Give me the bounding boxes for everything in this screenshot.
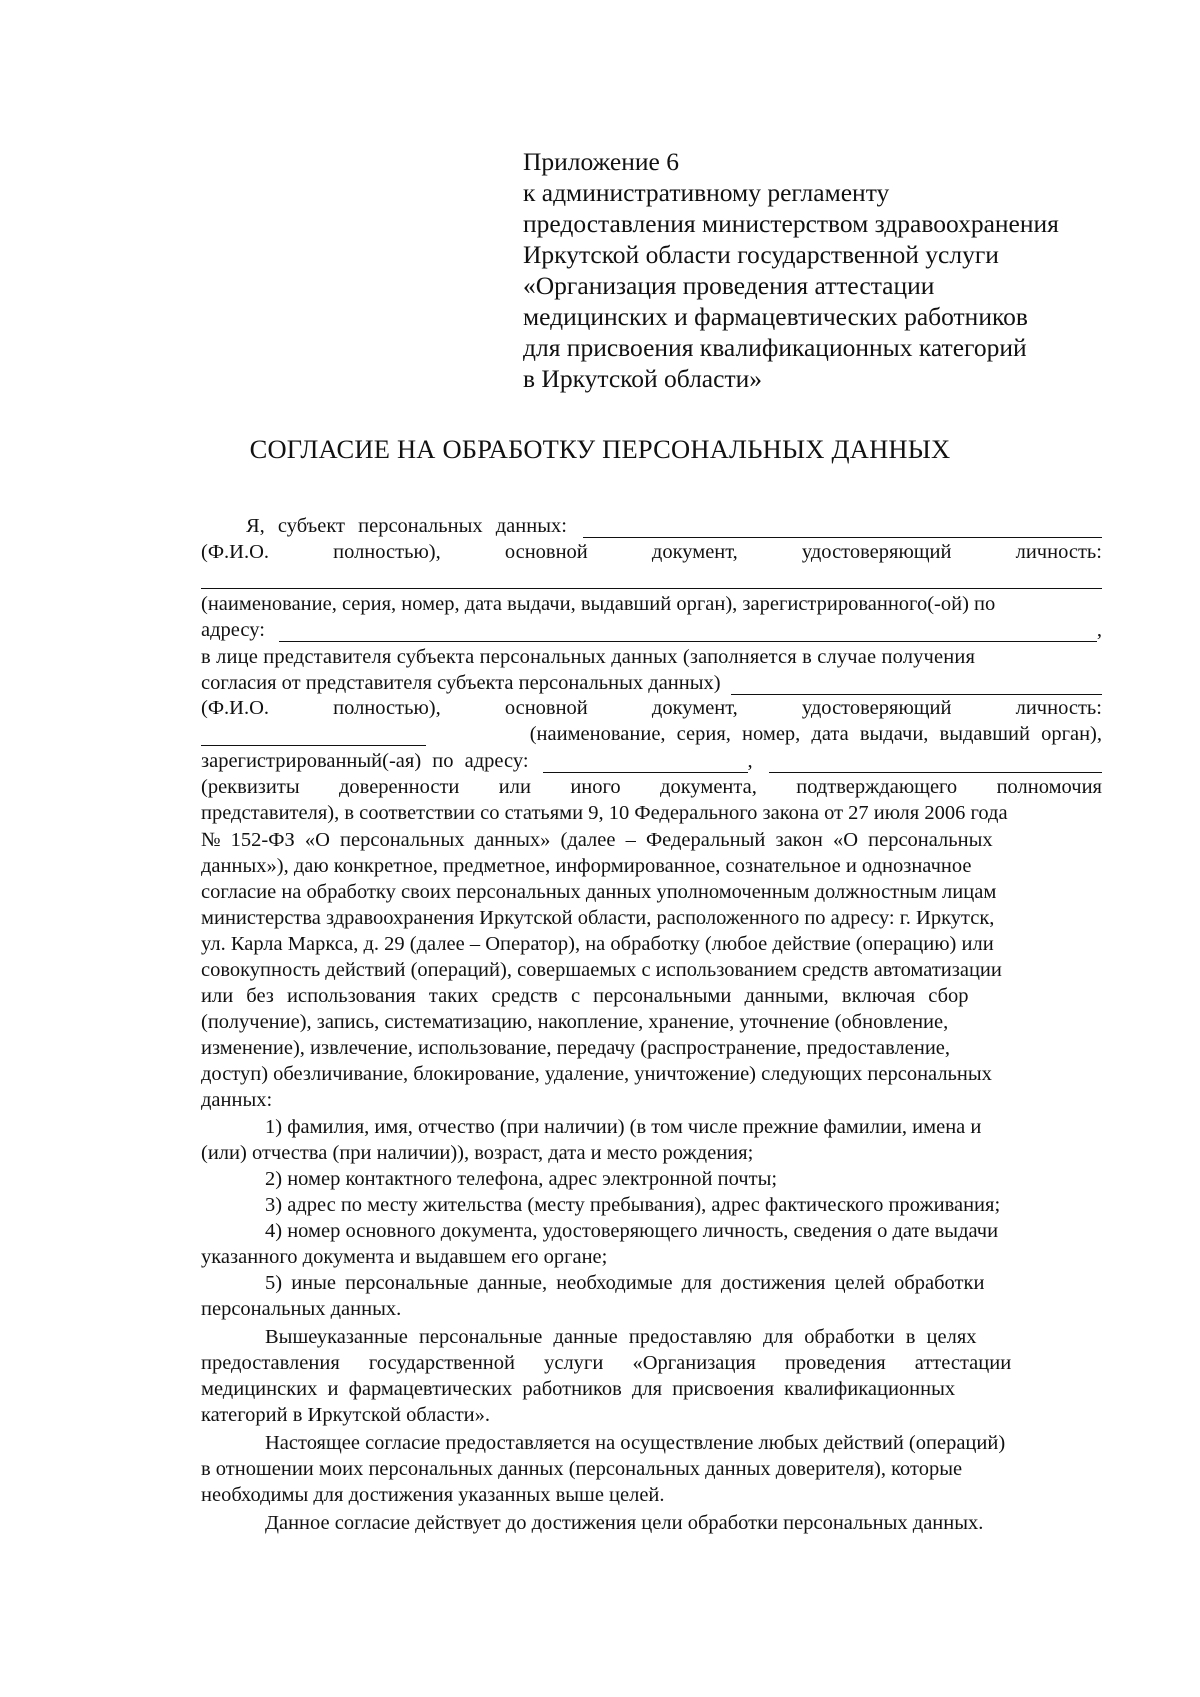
subject-document-field[interactable]	[201, 588, 1102, 589]
list-item: 4) номер основного документа, удостоверяющего личность, сведения о дате выдачи	[265, 1220, 999, 1242]
list-item: персональных данных.	[201, 1298, 402, 1320]
proxy-word: или	[498, 776, 531, 798]
rep-doc-details: (наименование, серия, номер, дата выдачи, выдавший орган),	[529, 723, 1102, 745]
fio-word: личность:	[1015, 697, 1102, 719]
body-line: согласие на обработку своих персональных данных уполномоченным должностным лицам	[201, 881, 997, 903]
appendix-header	[523, 146, 1123, 394]
address-line	[201, 619, 1102, 642]
appendix-line: предоставления министерством здравоохранения	[523, 209, 1059, 238]
appendix-line: в Иркутской области»	[523, 364, 762, 393]
fio-word: основной	[504, 697, 588, 719]
rep-address-label: зарегистрированный(-ая) по адресу:	[201, 750, 529, 772]
rep-fio-doc-line	[201, 697, 1102, 720]
body-line: доступ) обезличивание, блокирование, удаление, уничтожение) следующих персональных	[201, 1063, 992, 1085]
fio-word: личность:	[1015, 541, 1102, 563]
fio-word: (Ф.И.О.	[201, 697, 270, 719]
fio-doc-line	[201, 541, 1102, 564]
list-item: 5) иные персональные данные, необходимые для достижения целей обработки	[265, 1272, 985, 1294]
body-line: представителя), в соответствии со статьями 9, 10 Федерального закона от 27 июля 2006 года	[201, 802, 1008, 824]
scope-line: в отношении моих персональных данных (персональных данных доверителя), которые	[201, 1458, 963, 1480]
fio-word: удостоверяющий	[801, 541, 952, 563]
body-line: данных:	[201, 1089, 273, 1111]
subject-address-field[interactable]	[279, 623, 1097, 642]
appendix-line: медицинских и фармацевтических работников	[523, 302, 1028, 331]
purpose-line: категорий в Иркутской области».	[201, 1404, 490, 1426]
body-line: совокупность действий (операций), совершаемых с использованием средств автоматизации	[201, 959, 1002, 981]
fio-word: документ,	[651, 697, 738, 719]
doc-details-line: (наименование, серия, номер, дата выдачи, выдавший орган), зарегистрированного(-ой) по	[201, 593, 996, 615]
purpose-line: предоставления государственной услуги «Организация проведения аттестации	[201, 1352, 1012, 1374]
purpose-line: Вышеуказанные персональные данные предоставляю для обработки в целях	[265, 1326, 977, 1348]
subject-line	[201, 515, 1102, 538]
rep-doc-details-line	[201, 723, 1102, 746]
proxy-word: (реквизиты	[201, 776, 300, 798]
representative-consent-line	[201, 672, 1102, 695]
fio-word: удостоверяющий	[801, 697, 952, 719]
representative-name-field[interactable]	[731, 676, 1102, 695]
appendix-line: к административному регламенту	[523, 178, 890, 207]
proxy-details-line	[201, 776, 1102, 799]
fio-word: полностью),	[333, 541, 441, 563]
proxy-word: полномочия	[996, 776, 1102, 798]
address-comma: ,	[1096, 619, 1102, 641]
body-line: ул. Карла Маркса, д. 29 (далее – Оператор), на обработку (любое действие (операцию) или	[201, 933, 994, 955]
list-item: 3) адрес по месту жительства (месту пребывания), адрес фактического проживания;	[265, 1194, 1001, 1216]
body-line: изменение), извлечение, использование, передачу (распространение, предоставление,	[201, 1037, 951, 1059]
proxy-word: иного	[570, 776, 621, 798]
body-line: министерства здравоохранения Иркутской области, расположенного по адресу: г. Иркутск,	[201, 907, 995, 929]
rep-address-comma: ,	[747, 750, 753, 772]
appendix-line: «Организация проведения аттестации	[523, 271, 935, 300]
fio-word: полностью),	[333, 697, 441, 719]
body-line: № 152-ФЗ «О персональных данных» (далее – Федеральный закон «О персональных	[201, 829, 993, 851]
body-line: (получение), запись, систематизацию, накопление, хранение, уточнение (обновление,	[201, 1011, 949, 1033]
representative-label: согласия от представителя субъекта персональных данных)	[201, 672, 721, 694]
representative-address-field-2[interactable]	[769, 754, 1102, 773]
validity-line: Данное согласие действует до достижения цели обработки персональных данных.	[265, 1512, 984, 1534]
proxy-word: документа,	[660, 776, 757, 798]
appendix-line: Приложение 6	[523, 147, 679, 176]
rep-address-line	[201, 750, 1102, 773]
fio-word: документ,	[651, 541, 738, 563]
list-item: (или) отчества (при наличии)), возраст, дата и место рождения;	[201, 1142, 754, 1164]
body-line: или без использования таких средств с персональными данными, включая сбор	[201, 985, 969, 1007]
proxy-word: доверенности	[338, 776, 460, 798]
representative-address-field[interactable]	[543, 754, 748, 773]
purpose-line: медицинских и фармацевтических работников для присвоения квалификационных	[201, 1378, 956, 1400]
list-item: указанного документа и выдавшем его органе;	[201, 1246, 608, 1268]
body-line: данных»), даю конкретное, предметное, информированное, сознательное и однозначное	[201, 855, 972, 877]
subject-label: Я, субъект персональных данных:	[246, 515, 567, 537]
appendix-line: Иркутской области государственной услуги	[523, 240, 999, 269]
appendix-line: для присвоения квалификационных категорий	[523, 333, 1027, 362]
representative-line: в лице представителя субъекта персональных данных (заполняется в случае получения	[201, 646, 976, 668]
representative-document-field[interactable]	[201, 727, 426, 746]
subject-name-field[interactable]	[583, 519, 1102, 538]
scope-line: Настоящее согласие предоставляется на осуществление любых действий (операций)	[265, 1432, 1006, 1454]
fio-word: основной	[504, 541, 588, 563]
list-item: 2) номер контактного телефона, адрес электронной почты;	[265, 1168, 778, 1190]
list-item: 1) фамилия, имя, отчество (при наличии) (в том числе прежние фамилии, имена и	[265, 1116, 982, 1138]
proxy-word: подтверждающего	[796, 776, 958, 798]
scope-line: необходимы для достижения указанных выше целей.	[201, 1484, 665, 1506]
address-label: адресу:	[201, 619, 265, 641]
fio-word: (Ф.И.О.	[201, 541, 270, 563]
document-title: СОГЛАСИЕ НА ОБРАБОТКУ ПЕРСОНАЛЬНЫХ ДАННЫХ	[249, 434, 951, 464]
